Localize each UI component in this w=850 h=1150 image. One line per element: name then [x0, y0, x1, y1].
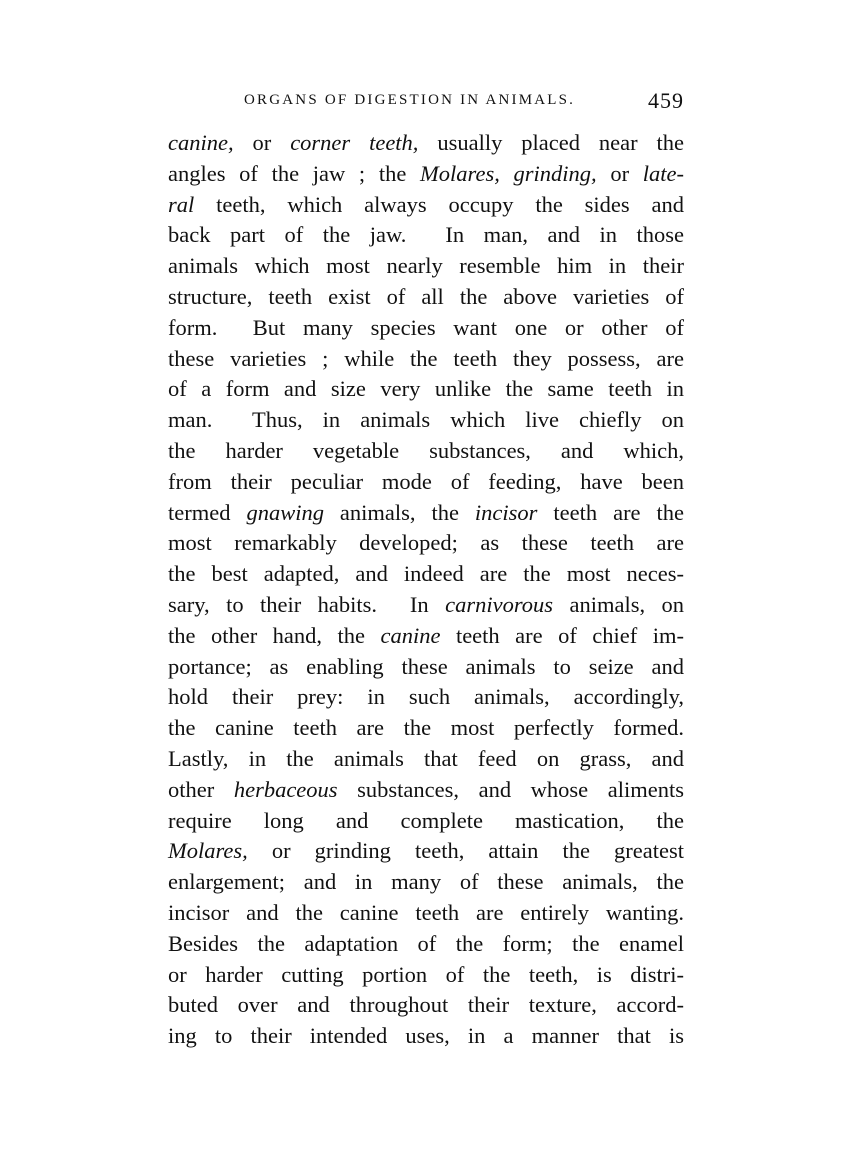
text-run: of a form and size very unlike the same teeth in [168, 376, 684, 402]
text-line [168, 836, 684, 867]
text-run: animals, the [323, 499, 475, 525]
text-line [168, 344, 684, 375]
text-run: buted over and throughout their texture, accord- [168, 992, 684, 1018]
text-run: or [233, 130, 291, 155]
text-run: form. But many species want one or other of [168, 314, 684, 340]
italic-text: gnawing [246, 499, 324, 525]
text-run: teeth are the [537, 499, 684, 525]
text-line [168, 990, 684, 1021]
text-run: or harder cutting portion of the teeth, is distri- [168, 961, 684, 987]
text-run: enlargement; and in many of these animals, the [168, 869, 684, 895]
text-line [168, 621, 684, 652]
text-run: Lastly, in the animals that feed on grass, and [168, 745, 684, 771]
text-line [168, 867, 684, 898]
text-run: back part of the jaw. In man, and in those [168, 222, 684, 248]
text-run: or grinding teeth, attain the greatest [247, 838, 684, 864]
text-line [168, 960, 684, 991]
text-line [168, 713, 684, 744]
italic-text: incisor [474, 499, 538, 525]
text-run: teeth, which always occupy the sides and [194, 191, 684, 217]
text-line [168, 220, 684, 251]
italic-text: ral [168, 191, 195, 217]
text-run: man. Thus, in animals which live chiefly on [168, 407, 684, 433]
text-run: or [596, 160, 643, 186]
italic-text: herbaceous [233, 776, 338, 802]
text-run: structure, teeth exist of all the above varieties of [168, 283, 684, 309]
text-line [168, 159, 684, 190]
text-run: usually placed near the [418, 130, 684, 155]
text-line [168, 898, 684, 929]
text-line [168, 775, 684, 806]
text-run: termed [168, 499, 247, 525]
text-run: the canine teeth are the most perfectly formed. [168, 715, 684, 741]
text-run: sary, to their habits. In [168, 591, 446, 617]
text-line [168, 528, 684, 559]
text-run: from their peculiar mode of feeding, have been [168, 468, 684, 494]
text-run: the harder vegetable substances, and which, [168, 437, 684, 463]
text-run: ing to their intended uses, in a manner that is [168, 1023, 684, 1049]
text-run: portance; as enabling these animals to seize and [168, 653, 684, 679]
text-line [168, 498, 684, 529]
text-run: Besides the adaptation of the form; the enamel [168, 930, 684, 956]
text-line [168, 1021, 684, 1052]
text-run: these varieties ; while the teeth they possess, are [168, 345, 684, 371]
text-line [168, 744, 684, 775]
text-run: the other hand, the [168, 622, 381, 648]
italic-text: canine [380, 622, 441, 648]
text-line [168, 128, 684, 159]
text-run: incisor and the canine teeth are entirely wanting. [168, 899, 684, 925]
italic-text: Molares, [168, 838, 248, 864]
text-run: the best adapted, and indeed are the most neces- [168, 561, 684, 587]
running-title: ORGANS OF DIGESTION IN ANIMALS. [244, 92, 576, 108]
italic-text: Molares, grinding, [420, 160, 597, 186]
text-line [168, 467, 684, 498]
italic-text: carnivorous [445, 591, 554, 617]
text-line [168, 652, 684, 683]
text-run: require long and complete mastication, the [168, 807, 684, 833]
italic-text: canine, [168, 130, 234, 155]
running-head [168, 88, 684, 116]
text-line [168, 313, 684, 344]
italic-text: late- [642, 160, 685, 186]
text-run: other [168, 776, 234, 802]
text-line [168, 405, 684, 436]
text-run: angles of the jaw ; the [168, 160, 421, 186]
text-run: animals which most nearly resemble him in their [168, 253, 684, 279]
text-line [168, 806, 684, 837]
text-line [168, 929, 684, 960]
italic-text: corner teeth, [290, 130, 419, 155]
text-line [168, 374, 684, 405]
text-line [168, 282, 684, 313]
text-line [168, 436, 684, 467]
text-run: hold their prey: in such animals, accordingly, [168, 684, 684, 710]
page-number: 459 [648, 88, 684, 113]
text-run: teeth are of chief im- [440, 622, 684, 648]
text-line [168, 190, 684, 221]
text-run: substances, and whose aliments [337, 776, 684, 802]
text-line [168, 251, 684, 282]
text-run: animals, on [553, 591, 685, 617]
text-line [168, 590, 684, 621]
body-text [168, 128, 684, 1052]
text-run: most remarkably developed; as these teeth are [168, 530, 684, 556]
text-line [168, 682, 684, 713]
text-line [168, 559, 684, 590]
